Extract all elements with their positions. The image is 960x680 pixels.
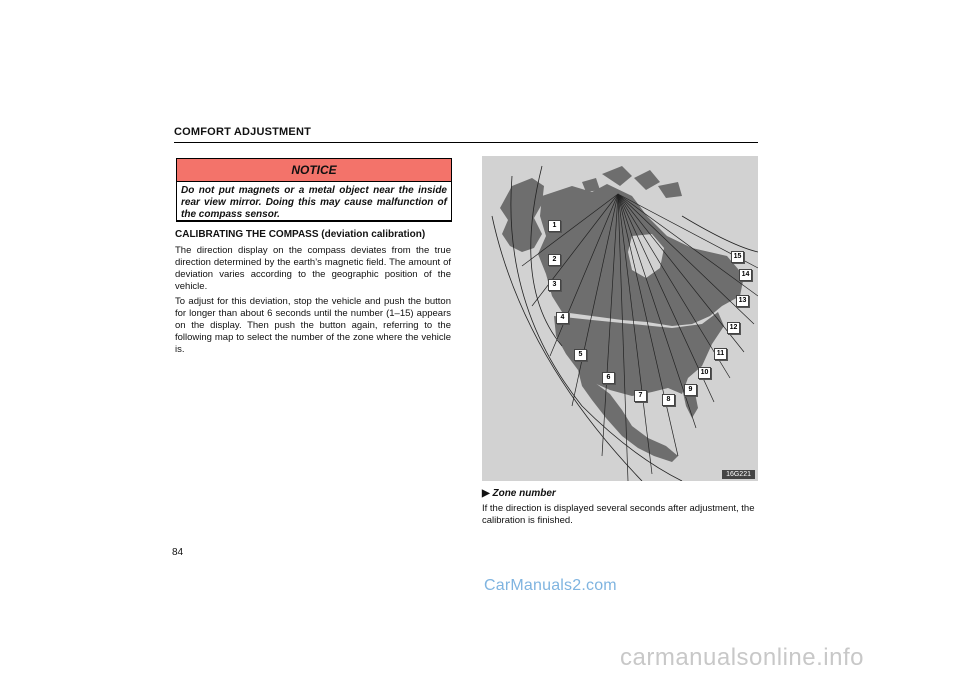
zone-label-3: 3	[548, 279, 561, 291]
caption-arrow-icon: ▶	[482, 488, 490, 499]
zone-label-12: 12	[727, 322, 740, 334]
zone-label-1: 1	[548, 220, 561, 232]
zone-map-figure	[482, 156, 758, 481]
zone-label-4: 4	[556, 312, 569, 324]
notice-title: NOTICE	[177, 159, 451, 182]
zone-label-13: 13	[736, 295, 749, 307]
header-rule	[174, 142, 758, 143]
calibration-para-2: To adjust for this deviation, stop the vehicle and push the button for longer than about 6 seconds until the number (1–15) appears on the display. Then push the button again, referring to the following map to select the number of the zone where the vehicle is.	[175, 296, 451, 355]
figure-code: 16G221	[722, 470, 755, 479]
zone-label-5: 5	[574, 349, 587, 361]
calibration-title: CALIBRATING THE COMPASS (deviation calibration)	[175, 229, 426, 240]
north-america-map	[482, 156, 758, 481]
section-header: COMFORT ADJUSTMENT	[174, 126, 312, 138]
zone-label-10: 10	[698, 367, 711, 379]
zone-label-9: 9	[684, 384, 697, 396]
watermark-carmanuals2: CarManuals2.com	[484, 577, 617, 594]
alaska-land	[500, 178, 544, 252]
notice-box	[176, 158, 452, 222]
figure-caption	[482, 488, 556, 499]
calibration-para-1: The direction display on the compass deviates from the true direction determined by the earth’s magnetic field. The amount of deviation varies according to the geographic position of the vehicle.	[175, 245, 451, 292]
caption-text: Zone number	[492, 488, 556, 499]
watermark-carmanualsonline: carmanualsonline.info	[620, 644, 864, 671]
zone-label-6: 6	[602, 372, 615, 384]
zone-label-11: 11	[714, 348, 727, 360]
notice-text: Do not put magnets or a metal object near the inside rear view mirror. Doing this may cause malfunction of the compass sensor.	[181, 185, 447, 220]
zone-label-15: 15	[731, 251, 744, 263]
zone-label-2: 2	[548, 254, 561, 266]
zone-label-14: 14	[739, 269, 752, 281]
page-number: 84	[172, 547, 184, 558]
zone-label-8: 8	[662, 394, 675, 406]
after-adjustment-text: If the direction is displayed several seconds after adjustment, the calibration is finished.	[482, 503, 755, 526]
zone-label-7: 7	[634, 390, 647, 402]
